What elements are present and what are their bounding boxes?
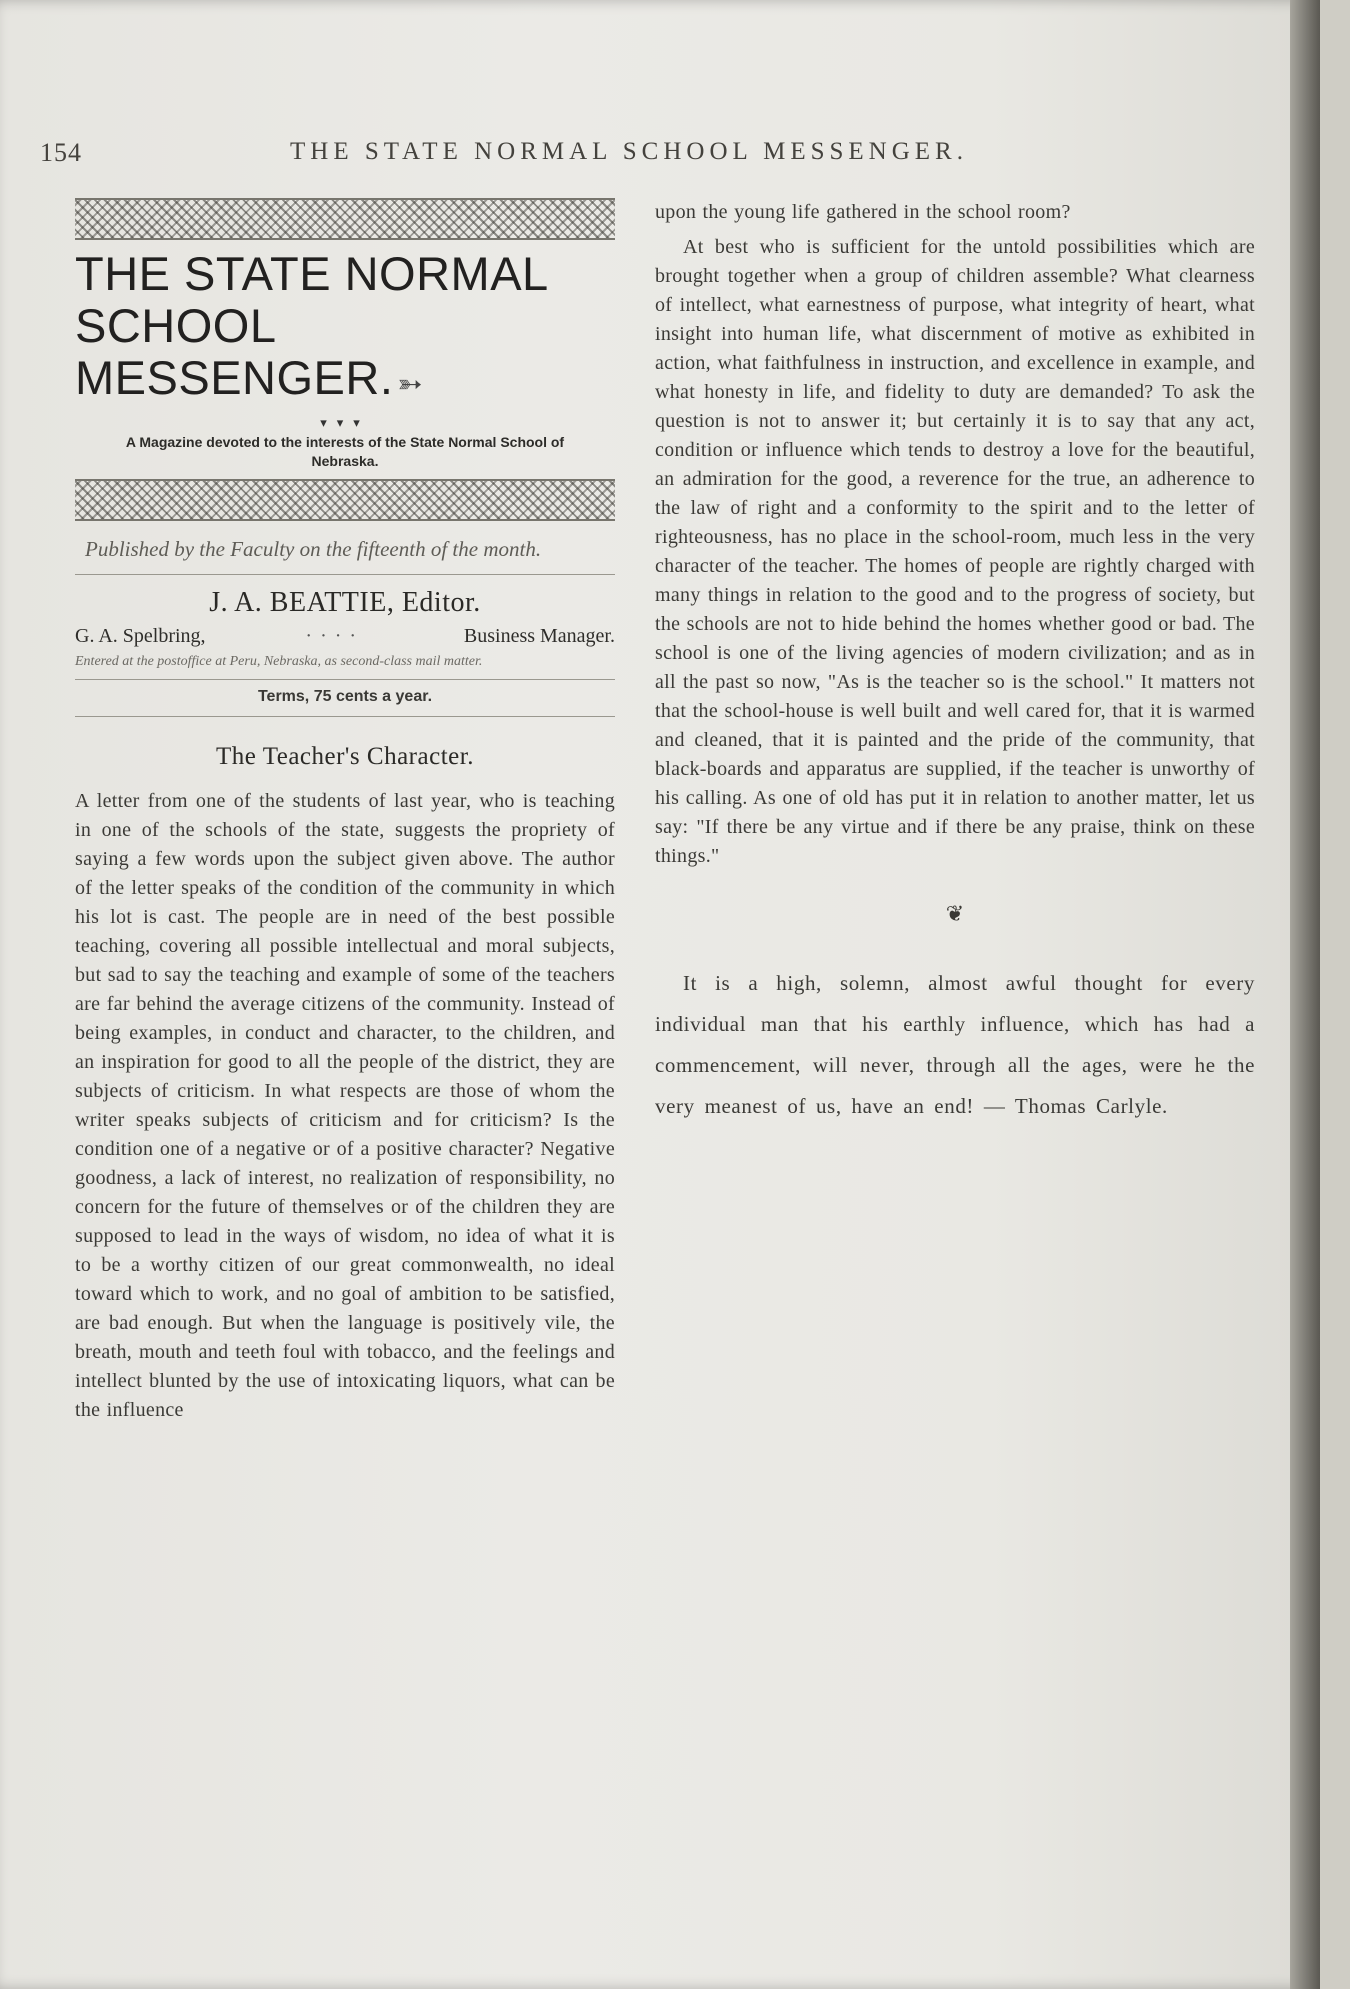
masthead-tagline: A Magazine devoted to the interests of the State Normal School of Nebraska.: [125, 434, 565, 469]
page-number: 154: [40, 138, 82, 167]
manager-name: G. A. Spelbring,: [75, 625, 206, 647]
masthead-line-1: THE STATE NORMAL: [75, 247, 549, 300]
carlyle-quote: It is a high, solemn, almost awful thought for every individual man that his earthly influence, which has had a commencement, will never, through all the ages, were he the very meanest of us, have an end! — Thomas Carlyle.: [655, 971, 1255, 1118]
business-manager-line: [75, 625, 615, 648]
article-paragraph-left: A letter from one of the students of last year, who is teaching in one of the schools of the state, suggests the propriety of saying a few words upon the subject given above. The author of the letter speaks of the condition of the community in which his lot is cast. The people are in need of the best possible teaching, covering all possible intellectual and moral subjects, but sad to say the teaching and example of some of the teachers are far behind the average citizens of the community. Instead of being examples, in conduct and character, to the children, and an inspiration for good to all the people of the district, they are subjects of criticism. In what respects are those of whom the writer speaks subjects of criticism and for criticism? Is the condition one of a negative or of a positive character? Negative goodness, a lack of interest, no realization of responsibility, no concern for the future of themselves or of the children they are supposed to lead in the ways of wisdom, no idea of what it is to be a worthy citizen of our great commonwealth, no ideal toward which to work, and no goal of ambition to be satisfied, are bad enough. But when the language is positively vile, the breath, mouth and teeth foul with tobacco, and the feelings and intellect blunted by the use of intoxicating liquors, what can be the influence: [75, 790, 615, 1421]
running-head: [40, 138, 1280, 178]
right-column: [655, 198, 1255, 1127]
article-paragraph-right-2: At best who is sufficient for the untold possibilities which are brought together when a group of children assemble? What clearness of intellect, what earnestness of purpose, what integrity of heart, what insight into human life, what discernment of motive as exhibited in action, what faithfulness in instruction, and excellence in example, and what honesty in life, and fidelity to duty are demanded? To ask the question is not to answer it; but certainly it is to say that any act, condition or influence which tends to destroy a love for the beautiful, an admiration for the good, a reverence for the true, an adherence to the law of right and a conformity to the spirit and to the letter of righteousness, has no place in the school-room, much less in the very character of the teacher. The homes of people are rightly charged with many things in relation to the good and to the progress of society, but the schools are not to hide behind the homes whether good or bad. The school is one of the living agencies of modern civilization; and as in all the past so now, "As is the teacher so is the school." It matters not that the school-house is well built and well cared for, that it is warmed and cleaned, that it is painted and the pride of the community, that black-boards and apparatus are supplied, if the teacher is unworthy of his calling. As one of old has put it in relation to another matter, let us say: "If there be any virtue and if there be any praise, think on these things.": [655, 236, 1255, 867]
divider: [75, 679, 615, 680]
running-title: THE STATE NORMAL SCHOOL MESSENGER.: [290, 138, 968, 165]
page-edge-shadow: [1290, 0, 1320, 1989]
fleuron-ornament-icon: ❦: [945, 901, 965, 926]
divider: [75, 716, 615, 717]
postal-entry-note: Entered at the postoffice at Peru, Nebraska, as second-class mail matter.: [75, 654, 483, 669]
ornament-border-bottom: [75, 479, 615, 521]
leader-dots: ····: [305, 625, 365, 647]
masthead-line-2: SCHOOL MESSENGER.: [75, 299, 394, 404]
ornament-border-top: [75, 198, 615, 240]
subscription-terms: Terms, 75 cents a year.: [257, 688, 433, 705]
manager-role: Business Manager.: [463, 625, 615, 647]
published-note: Published by the Faculty on the fifteenth of the month.: [85, 537, 542, 561]
article-paragraph-right-1: upon the young life gathered in the school room?: [655, 201, 1071, 223]
triple-v-ornament-icon: ▾▾▾: [320, 415, 370, 430]
left-column: [75, 198, 615, 1425]
divider: [75, 574, 615, 575]
decorative-arrow-icon: ➳: [397, 368, 424, 401]
article-title: The Teacher's Character.: [216, 743, 474, 770]
editor-line: J. A. BEATTIE, Editor.: [209, 587, 481, 618]
masthead-title: [75, 248, 615, 411]
